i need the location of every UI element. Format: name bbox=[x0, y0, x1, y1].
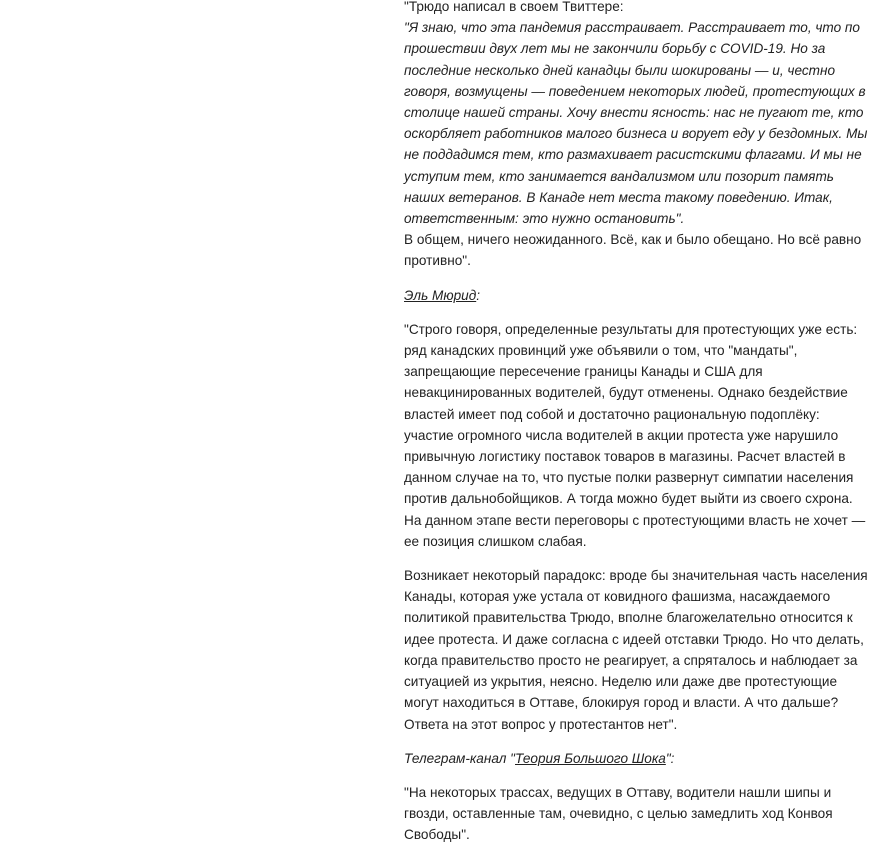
source-el-murid-suffix: : bbox=[476, 287, 480, 303]
paragraph-results: "Строго говоря, определенные результаты для протестующих уже есть: ряд канадских провинций уже объявили о том, что "мандаты", запрещающие пересечение границы Канады и США для невакцинированных водителей, будут отменены. Однако бездействие властей имеет под собой и достаточно рациональную подоплёку: участие огромного числа водителей в акции протеста уже нарушило привычную логистику поставок товаров в магазины. Расчет властей в данном случае на то, что пустые полки развернут симпатии населения против дальнобойщиков. А тогда можно будет выйти из своего схрона. На данном этапе вести переговоры с протестующими власть не хочет — ее позиция слишком слабая. bbox=[404, 321, 866, 549]
paragraph-paradox: Возникает некоторый парадокс: вроде бы значительная часть населения Канады, которая уже устала от ковидного фашизма, насаждаемого политикой правительства Трюдо, вполне благожелательно относится к идее протеста. И даже согласна с идеей отставки Трюдо. Но что делать, когда правительство просто не реагирует, а спряталось и наблюдает за ситуацией из укрытия, неясно. Неделю или даже две протестующие могут находиться в Оттаве, блокируя город и власти. А что дальше? Ответа на этот вопрос у протестантов нет". bbox=[404, 568, 868, 732]
source-telegram-link[interactable]: Теория Большого Шока bbox=[515, 750, 666, 766]
trudeau-quote: "Я знаю, что эта пандемия расстраивает. Расстраивает то, что по прошествии двух лет мы не закончили борьбу с COVID-19. Но за последние несколько дней канадцы были шокированы — и, честно говоря, возмущены — поведением некоторых людей, протестующих в столице нашей страны. Хочу внести ясность: нас не пугают те, кто оскорбляет работников малого бизнеса и ворует еду у бездомных. Мы не поддадимся тем, кто размахивает расистскими флагами. И мы не уступим тем, кто занимается вандализмом или позорит память наших ветеранов. В Канаде нет места такому поведению. Итак, ответственным: это нужно остановить". bbox=[404, 20, 868, 227]
source-telegram-channel bbox=[404, 748, 870, 769]
intro-line: "Трюдо написал в своем Твиттере: bbox=[404, 0, 624, 14]
after-quote-text: В общем, ничего неожиданного. Всё, как и было обещано. Но всё равно противно". bbox=[404, 232, 862, 269]
article-column bbox=[404, 0, 870, 846]
source-telegram-suffix: ": bbox=[665, 750, 675, 766]
source-el-murid bbox=[404, 285, 870, 306]
source-el-murid-link[interactable]: Эль Мюрид bbox=[404, 287, 477, 303]
source-telegram-prefix: Телеграм-канал " bbox=[404, 750, 515, 766]
paragraph-spikes: "На некоторых трассах, ведущих в Оттаву, водители нашли шипы и гвозди, оставленные там, очевидно, с целью замедлить ход Конвоя Свободы". bbox=[404, 784, 833, 843]
